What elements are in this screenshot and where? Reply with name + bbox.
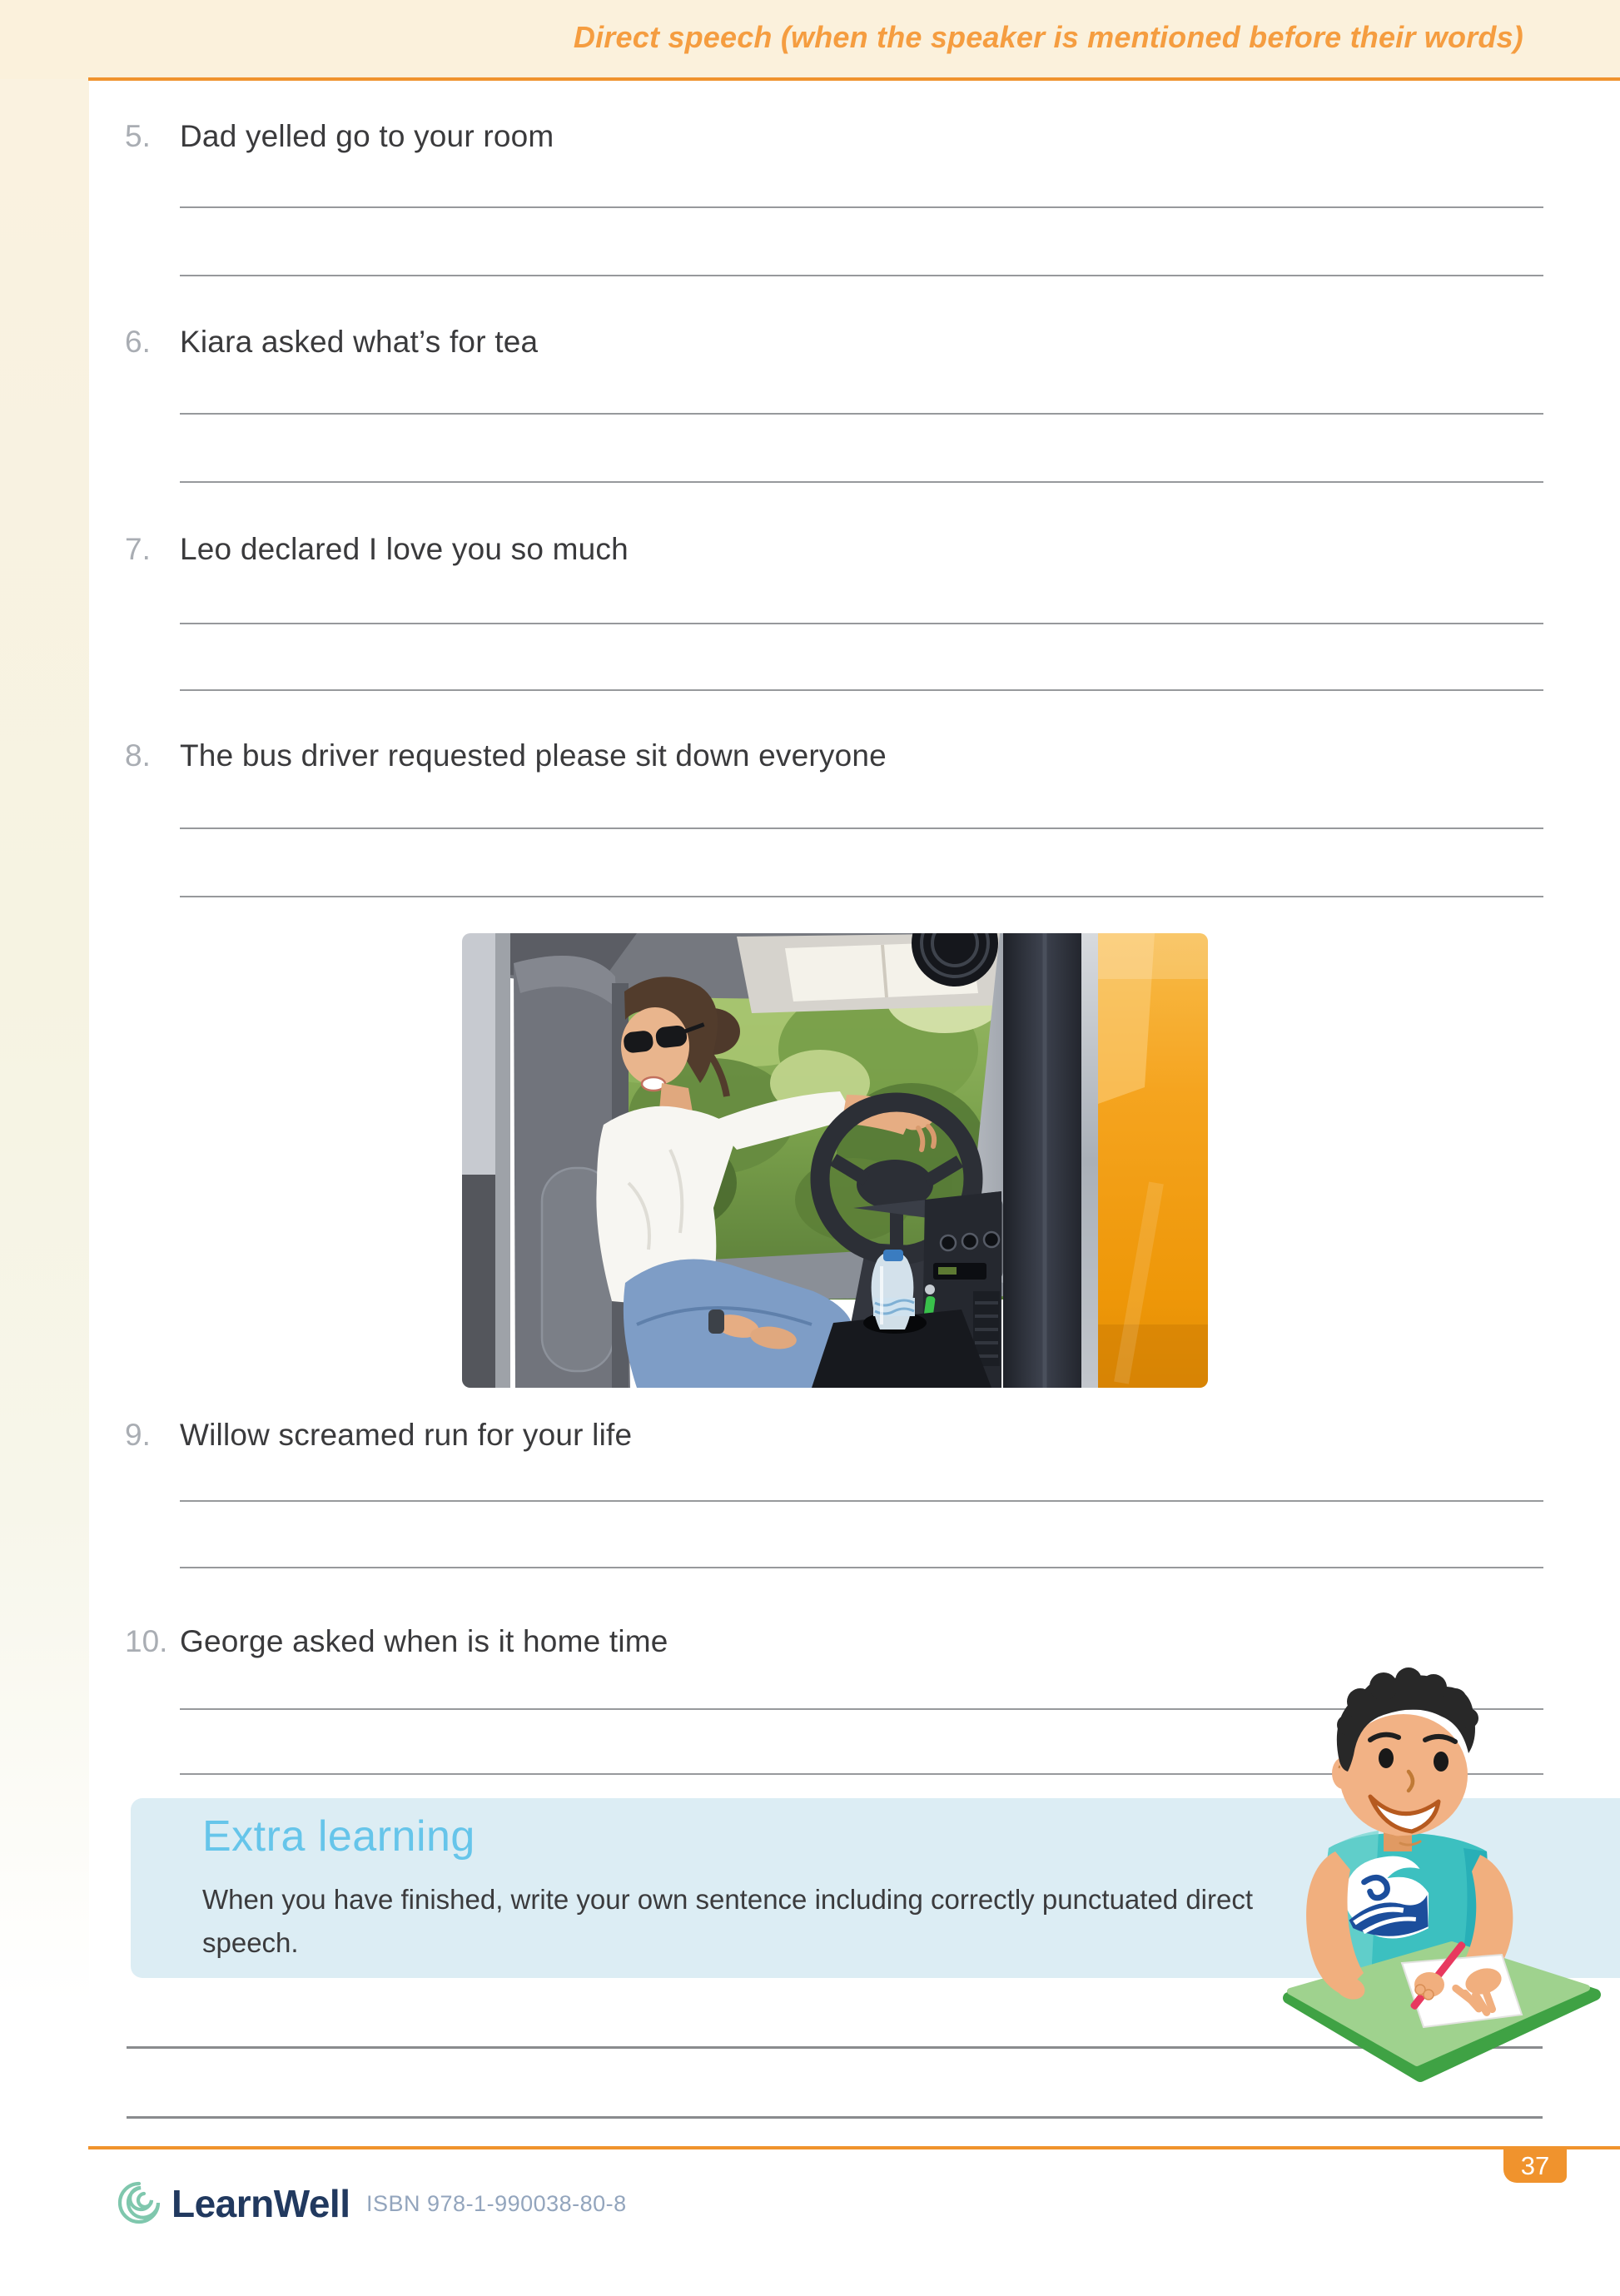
woman-driving-bus-photo [462, 933, 1208, 1388]
exercise-number: 5. [125, 119, 151, 153]
exercise-item-6 [0, 322, 1620, 362]
exercise-text: George asked when is it home time [180, 1624, 668, 1658]
exercise-number: 8. [125, 738, 151, 773]
extra-learning-body: When you have finished, write your own sentence including correctly punctuated direct speech. [202, 1884, 1254, 1958]
exercise-text: Kiara asked what’s for tea [180, 325, 539, 359]
exercise-number: 7. [125, 532, 151, 566]
answer-line [180, 413, 1543, 415]
exercise-item-5 [0, 117, 1620, 157]
answer-line [180, 827, 1543, 829]
answer-line [180, 1567, 1543, 1568]
answer-line [180, 275, 1543, 276]
exercise-text: Dad yelled go to your room [180, 119, 554, 153]
exercise-number: 10. [125, 1624, 168, 1658]
bus-interior-scene [462, 933, 1208, 1388]
orange-bus-panel [1098, 933, 1208, 1388]
exercise-text: Willow screamed run for your life [180, 1418, 633, 1452]
isbn-text: ISBN 978-1-990038-80-8 [366, 2191, 627, 2216]
exercise-number: 9. [125, 1418, 151, 1452]
page-number-badge: 37 [1503, 2149, 1567, 2183]
answer-line [180, 1500, 1543, 1502]
exercise-item-8 [0, 736, 1620, 776]
answer-line [180, 689, 1543, 691]
left-margin-strip [0, 79, 89, 2065]
exercise-text: Leo declared I love you so much [180, 532, 629, 566]
exercise-text: The bus driver requested please sit down everyone [180, 738, 887, 773]
answer-line [180, 896, 1543, 897]
answer-line [180, 481, 1543, 483]
answer-line [180, 623, 1543, 624]
page-header-title: Direct speech (when the speaker is mentioned before their words) [573, 20, 1523, 54]
exercise-item-9 [0, 1415, 1620, 1455]
brand-name: LearnWell [171, 2182, 350, 2225]
koru-spiral-icon [117, 2181, 162, 2226]
writing-boy-illustration [1277, 1655, 1618, 2130]
exercise-item-7 [0, 529, 1620, 569]
answer-line [180, 206, 1543, 208]
exercise-number: 6. [125, 325, 151, 359]
header-rule [88, 77, 1620, 81]
extra-learning-heading: Extra learning [202, 1812, 475, 1861]
boy-scene [1277, 1655, 1618, 2130]
footer-rule [88, 2146, 1620, 2149]
